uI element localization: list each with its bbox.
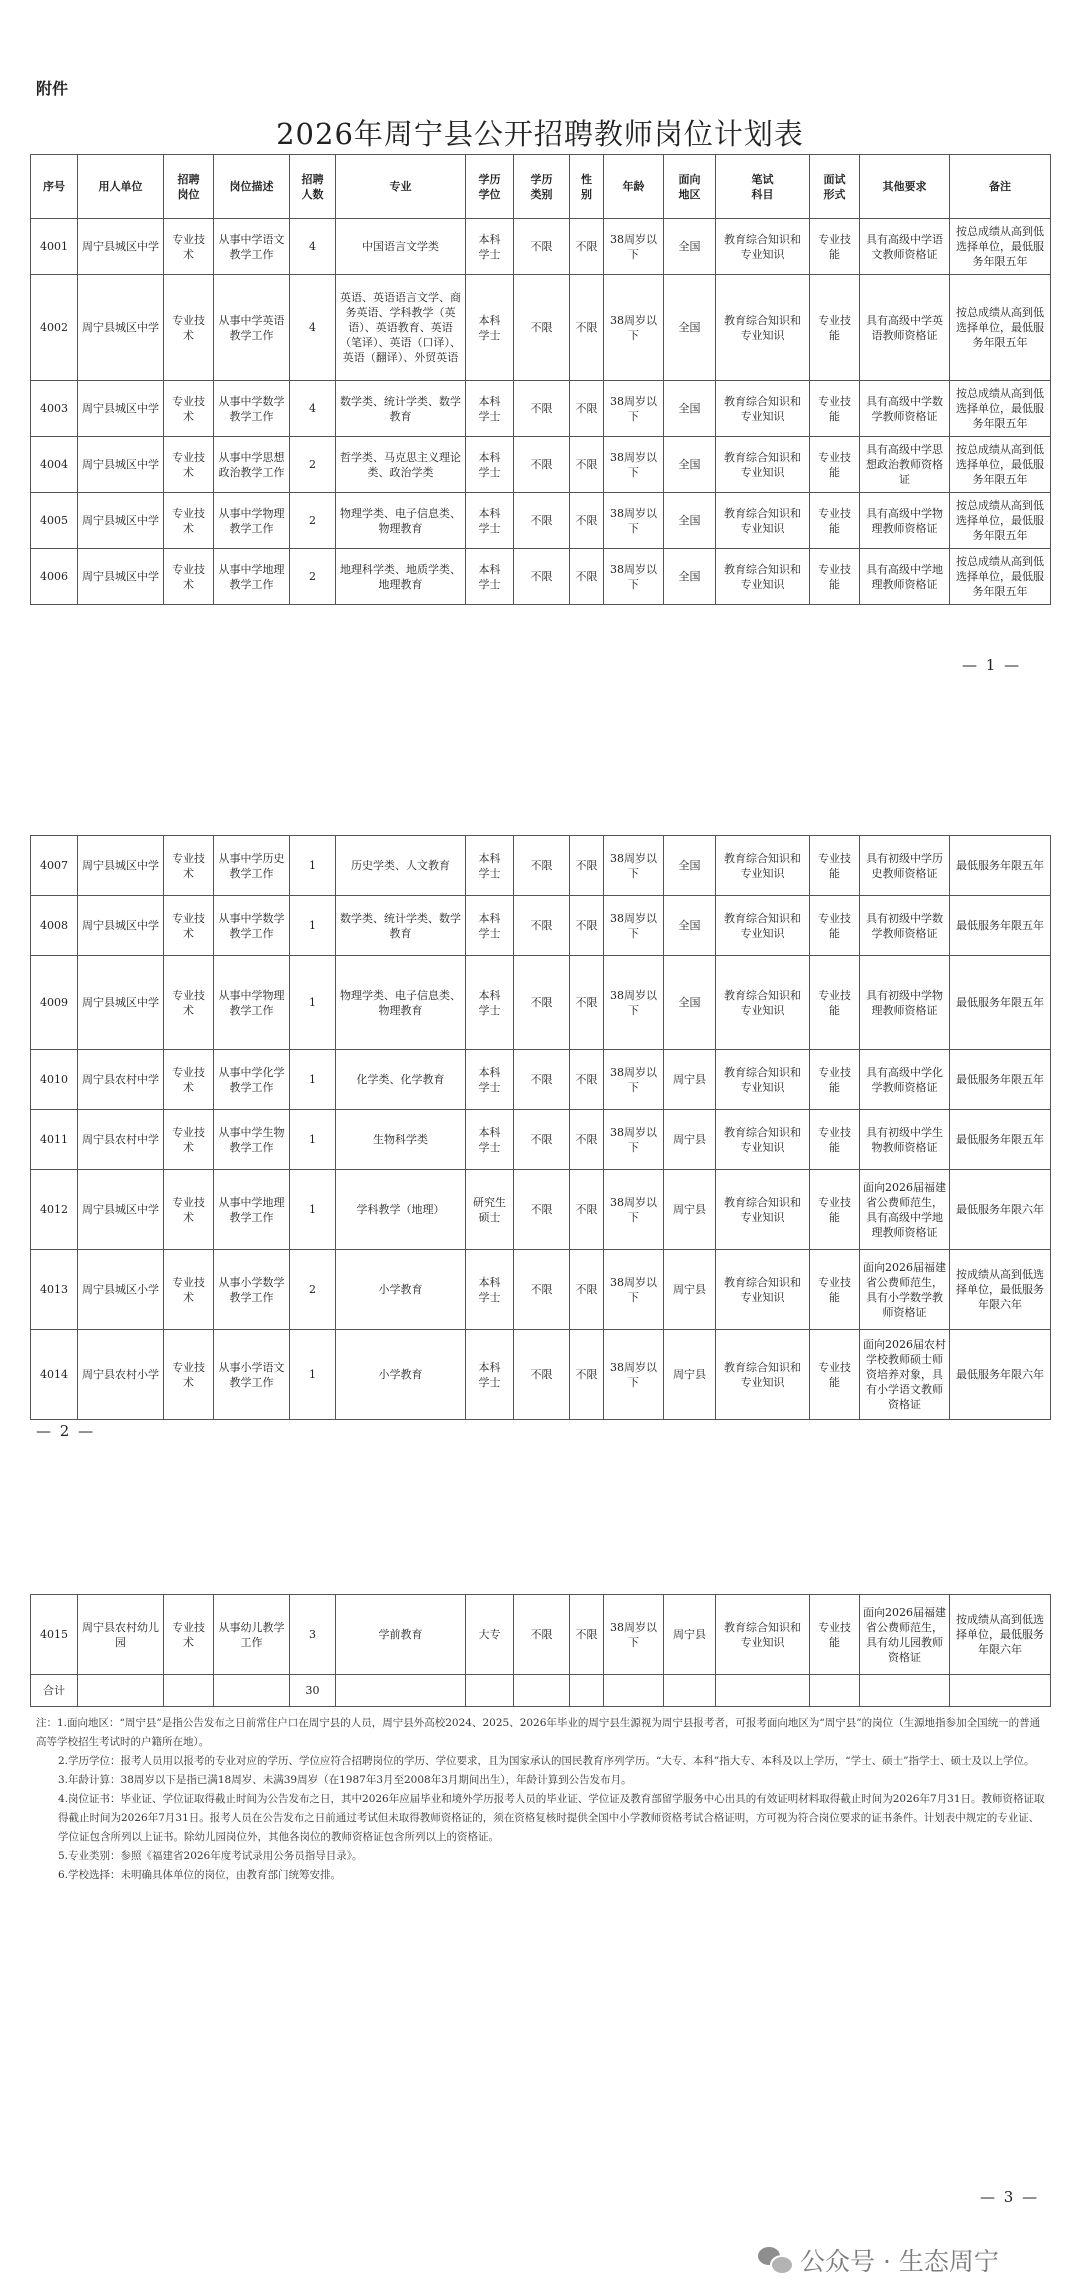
total-row — [31, 1675, 1051, 1707]
table-row — [31, 381, 1051, 437]
table-cell: 38周岁以下 — [604, 549, 664, 605]
table-cell: 专业技能 — [810, 1170, 860, 1250]
watermark-text: 公众号 · 生态周宁 — [800, 2247, 999, 2276]
table-cell: 3 — [290, 1595, 336, 1675]
table-cell: 本科 学士 — [466, 1110, 514, 1170]
note-item: 注：1.面向地区：“周宁县”是指公告发布之日前常住户口在周宁县的人员，周宁县外高校2024、2025、2026年毕业的周宁县生源视为周宁县报考者，可报考面向地区为“周宁县”的岗位（生源地指参加全国统一的普通高等学校招生考试时的户籍所在地）。 — [36, 1717, 1041, 1748]
table-cell: 英语、英语语言文学、商务英语、学科教学（英语）、英语教育、英语（笔译）、英语（口译）、英语（翻译）、外贸英语 — [336, 275, 466, 381]
column-header: 备注 — [950, 155, 1051, 219]
table-cell: 教育综合知识和专业知识 — [716, 437, 810, 493]
table-cell: 本科 学士 — [466, 956, 514, 1050]
table-cell: 不限 — [514, 219, 570, 275]
table-cell: 专业技能 — [810, 1250, 860, 1330]
column-header: 年龄 — [604, 155, 664, 219]
table-cell: 从事中学英语教学工作 — [214, 275, 290, 381]
table-cell: 从事中学数学教学工作 — [214, 896, 290, 956]
table-cell: 不限 — [570, 1170, 604, 1250]
recruitment-table-page1 — [30, 154, 1051, 605]
table-cell: 具有高级中学化学教师资格证 — [860, 1050, 950, 1110]
table-cell: 按总成绩从高到低选择单位，最低服务年限五年 — [950, 275, 1051, 381]
table-cell: 周宁县城区中学 — [78, 836, 164, 896]
table-cell: 4010 — [31, 1050, 78, 1110]
table-cell: 教育综合知识和专业知识 — [716, 1595, 810, 1675]
table-cell: 专业技能 — [810, 1110, 860, 1170]
table-cell: 周宁县城区中学 — [78, 219, 164, 275]
table-cell: 38周岁以下 — [604, 1595, 664, 1675]
table-cell: 专业技术 — [164, 836, 214, 896]
table-cell: 不限 — [514, 1110, 570, 1170]
table-cell: 专业技能 — [810, 1050, 860, 1110]
empty-cell — [214, 1675, 290, 1707]
table-cell: 专业技术 — [164, 1110, 214, 1170]
wechat-icon — [758, 2243, 792, 2277]
note-item: 4.岗位证书：毕业证、学位证取得截止时间为公告发布之日，其中2026年应届毕业和境外学历报考人员的毕业证、学位证及教育部留学服务中心出具的有效证明材料取得截止时间为2026年7月31日。教师资格证取得截止时间为2026年7月31日。报考人员在公告发布之日前通过考试但未取得教师资格证的，须在资格复核时提供全国中小学教师资格考试合格证明，方可视为符合岗位要求的证书条件。计划表中规定的专业证、学位证包含所列以上证书。除幼儿园岗位外，其他各岗位的教师资格证包含所列以上的资格证。 — [58, 1793, 1045, 1843]
table-cell: 具有高级中学英语教师资格证 — [860, 275, 950, 381]
table-cell: 专业技术 — [164, 219, 214, 275]
table-cell: 38周岁以下 — [604, 836, 664, 896]
total-count: 30 — [290, 1675, 336, 1707]
table-cell: 专业技能 — [810, 493, 860, 549]
column-header: 序号 — [31, 155, 78, 219]
table-cell: 38周岁以下 — [604, 1170, 664, 1250]
table-cell: 最低服务年限五年 — [950, 836, 1051, 896]
attachment-label: 附件 — [36, 79, 69, 98]
table-row — [31, 896, 1051, 956]
table-cell: 本科 学士 — [466, 549, 514, 605]
table-cell: 不限 — [514, 275, 570, 381]
table-cell: 4014 — [31, 1330, 78, 1420]
table-cell: 38周岁以下 — [604, 956, 664, 1050]
table-cell: 不限 — [570, 275, 604, 381]
table-cell: 具有初级中学生物教师资格证 — [860, 1110, 950, 1170]
table-cell: 4004 — [31, 437, 78, 493]
table-cell: 38周岁以下 — [604, 896, 664, 956]
table-cell: 4001 — [31, 219, 78, 275]
table-cell: 不限 — [570, 896, 604, 956]
table-cell: 教育综合知识和专业知识 — [716, 1050, 810, 1110]
table-cell: 专业技术 — [164, 493, 214, 549]
table-cell: 4 — [290, 219, 336, 275]
table-cell: 具有初级中学历史教师资格证 — [860, 836, 950, 896]
table-cell: 从事中学语文教学工作 — [214, 219, 290, 275]
table-cell: 化学类、化学教育 — [336, 1050, 466, 1110]
column-header: 专业 — [336, 155, 466, 219]
table-cell: 周宁县 — [664, 1595, 716, 1675]
table-cell: 历史学类、人文教育 — [336, 836, 466, 896]
table-cell: 1 — [290, 1330, 336, 1420]
table-cell: 专业技能 — [810, 219, 860, 275]
column-header: 面向 地区 — [664, 155, 716, 219]
table-cell: 面向2026届农村学校教师硕士师资培养对象，具有小学语文教师资格证 — [860, 1330, 950, 1420]
empty-cell — [336, 1675, 466, 1707]
table-cell: 周宁县农村小学 — [78, 1330, 164, 1420]
table-cell: 从事小学数学教学工作 — [214, 1250, 290, 1330]
table-cell: 4008 — [31, 896, 78, 956]
table-row — [31, 1330, 1051, 1420]
table-cell: 4 — [290, 381, 336, 437]
table-cell: 不限 — [570, 1110, 604, 1170]
table-cell: 周宁县城区中学 — [78, 437, 164, 493]
watermark — [758, 2240, 1058, 2280]
recruitment-table-page2 — [30, 835, 1051, 1420]
table-cell: 1 — [290, 1050, 336, 1110]
table-cell: 从事中学生物教学工作 — [214, 1110, 290, 1170]
table-cell: 从事幼儿教学工作 — [214, 1595, 290, 1675]
table-cell: 专业技能 — [810, 956, 860, 1050]
table-cell: 不限 — [514, 549, 570, 605]
table-cell: 不限 — [570, 1330, 604, 1420]
empty-cell — [810, 1675, 860, 1707]
notes-section — [36, 1714, 1048, 1885]
table-cell: 专业技能 — [810, 549, 860, 605]
table-cell: 按总成绩从高到低选择单位，最低服务年限五年 — [950, 381, 1051, 437]
table-cell: 哲学类、马克思主义理论类、政治学类 — [336, 437, 466, 493]
table-cell: 周宁县 — [664, 1250, 716, 1330]
table-cell: 全国 — [664, 493, 716, 549]
table-cell: 面向2026届福建省公费师范生，具有幼儿园教师资格证 — [860, 1595, 950, 1675]
column-header: 性 别 — [570, 155, 604, 219]
table-cell: 中国语言文学类 — [336, 219, 466, 275]
table-cell: 按成绩从高到低选择单位，最低服务年限六年 — [950, 1595, 1051, 1675]
table-cell: 专业技能 — [810, 275, 860, 381]
table-row — [31, 275, 1051, 381]
table-cell: 不限 — [570, 956, 604, 1050]
table-cell: 按总成绩从高到低选择单位，最低服务年限五年 — [950, 437, 1051, 493]
table-cell: 物理学类、电子信息类、物理教育 — [336, 956, 466, 1050]
table-cell: 不限 — [570, 836, 604, 896]
table-cell: 周宁县城区中学 — [78, 1170, 164, 1250]
table-cell: 不限 — [514, 1250, 570, 1330]
table-cell: 不限 — [570, 219, 604, 275]
table-row — [31, 956, 1051, 1050]
empty-cell — [664, 1675, 716, 1707]
table-cell: 教育综合知识和专业知识 — [716, 549, 810, 605]
table-cell: 4005 — [31, 493, 78, 549]
table-cell: 从事中学地理教学工作 — [214, 549, 290, 605]
table-cell: 38周岁以下 — [604, 493, 664, 549]
table-cell: 学前教育 — [336, 1595, 466, 1675]
column-header: 岗位描述 — [214, 155, 290, 219]
table-cell: 2 — [290, 549, 336, 605]
column-header: 学历 学位 — [466, 155, 514, 219]
table-cell: 本科 学士 — [466, 381, 514, 437]
table-cell: 周宁县农村中学 — [78, 1110, 164, 1170]
table-cell: 38周岁以下 — [604, 381, 664, 437]
table-cell: 4009 — [31, 956, 78, 1050]
table-cell: 不限 — [514, 836, 570, 896]
table-cell: 按总成绩从高到低选择单位，最低服务年限五年 — [950, 493, 1051, 549]
table-cell: 从事中学地理教学工作 — [214, 1170, 290, 1250]
page-number-2: — 2 — — [36, 1422, 96, 1440]
table-cell: 不限 — [514, 437, 570, 493]
table-cell: 全国 — [664, 437, 716, 493]
table-cell: 从事中学数学教学工作 — [214, 381, 290, 437]
table-cell: 教育综合知识和专业知识 — [716, 956, 810, 1050]
note-item: 3.年龄计算：38周岁以下是指已满18周岁、未满39周岁（在1987年3月至2008年3月期间出生），年龄计算到公告发布月。 — [58, 1774, 632, 1786]
note-item: 2.学历学位：报考人员用以报考的专业对应的学历、学位应符合招聘岗位的学历、学位要求，且为国家承认的国民教育序列学历。“大专、本科”指大专、本科及以上学历，“学士、硕士”指学士、硕士及以上学位。 — [58, 1755, 1035, 1767]
table-cell: 1 — [290, 1170, 336, 1250]
table-cell: 不限 — [514, 1595, 570, 1675]
table-cell: 教育综合知识和专业知识 — [716, 381, 810, 437]
table-cell: 物理学类、电子信息类、物理教育 — [336, 493, 466, 549]
table-cell: 本科 学士 — [466, 1250, 514, 1330]
table-cell: 具有高级中学数学教师资格证 — [860, 381, 950, 437]
table-cell: 全国 — [664, 549, 716, 605]
note-item: 5.专业类别：参照《福建省2026年度考试录用公务员指导目录》。 — [58, 1850, 363, 1862]
empty-cell — [604, 1675, 664, 1707]
table-cell: 不限 — [514, 1050, 570, 1110]
empty-cell — [78, 1675, 164, 1707]
table-cell: 4007 — [31, 836, 78, 896]
table-cell: 数学类、统计学类、数学教育 — [336, 896, 466, 956]
table-cell: 具有初级中学数学教师资格证 — [860, 896, 950, 956]
table-cell: 大专 — [466, 1595, 514, 1675]
table-cell: 本科 学士 — [466, 1050, 514, 1110]
table-cell: 周宁县农村幼儿园 — [78, 1595, 164, 1675]
recruitment-table-page3 — [30, 1594, 1051, 1707]
table-cell: 专业技术 — [164, 1050, 214, 1110]
table-cell: 按总成绩从高到低选择单位，最低服务年限五年 — [950, 549, 1051, 605]
column-header: 用人单位 — [78, 155, 164, 219]
table-cell: 教育综合知识和专业知识 — [716, 1330, 810, 1420]
table-cell: 数学类、统计学类、数学教育 — [336, 381, 466, 437]
column-header: 招聘 岗位 — [164, 155, 214, 219]
table-cell: 不限 — [570, 381, 604, 437]
table-cell: 本科 学士 — [466, 493, 514, 549]
table-cell: 4015 — [31, 1595, 78, 1675]
table-cell: 38周岁以下 — [604, 437, 664, 493]
table-cell: 具有高级中学地理教师资格证 — [860, 549, 950, 605]
table-cell: 不限 — [514, 1170, 570, 1250]
table-cell: 2 — [290, 493, 336, 549]
table-cell: 4002 — [31, 275, 78, 381]
table-cell: 38周岁以下 — [604, 1050, 664, 1110]
table-cell: 4006 — [31, 549, 78, 605]
page-title: 2026年周宁县公开招聘教师岗位计划表 — [276, 117, 804, 151]
table-cell: 全国 — [664, 275, 716, 381]
table-cell: 最低服务年限五年 — [950, 956, 1051, 1050]
table-cell: 1 — [290, 956, 336, 1050]
table-cell: 周宁县 — [664, 1170, 716, 1250]
table-cell: 从事中学物理教学工作 — [214, 956, 290, 1050]
table-cell: 专业技能 — [810, 437, 860, 493]
table-cell: 教育综合知识和专业知识 — [716, 896, 810, 956]
table-cell: 从事中学历史教学工作 — [214, 836, 290, 896]
table-cell: 不限 — [514, 1330, 570, 1420]
table-cell: 专业技能 — [810, 381, 860, 437]
table-cell: 从事中学物理教学工作 — [214, 493, 290, 549]
table-cell: 研究生 硕士 — [466, 1170, 514, 1250]
table-cell: 教育综合知识和专业知识 — [716, 1170, 810, 1250]
table-cell: 周宁县城区中学 — [78, 381, 164, 437]
empty-cell — [514, 1675, 570, 1707]
table-cell: 专业技术 — [164, 1170, 214, 1250]
empty-cell — [466, 1675, 514, 1707]
table-cell: 周宁县城区中学 — [78, 549, 164, 605]
table-cell: 不限 — [570, 1050, 604, 1110]
table-cell: 不限 — [570, 1250, 604, 1330]
table-cell: 周宁县 — [664, 1050, 716, 1110]
table-cell: 周宁县城区中学 — [78, 956, 164, 1050]
table-cell: 最低服务年限五年 — [950, 1110, 1051, 1170]
table-cell: 教育综合知识和专业知识 — [716, 836, 810, 896]
table-cell: 2 — [290, 437, 336, 493]
table-cell: 全国 — [664, 219, 716, 275]
table-cell: 本科 学士 — [466, 437, 514, 493]
table-row — [31, 219, 1051, 275]
page-number-1: — 1 — — [962, 656, 1022, 674]
table-cell: 本科 学士 — [466, 219, 514, 275]
total-label: 合计 — [31, 1675, 78, 1707]
table-cell: 38周岁以下 — [604, 1110, 664, 1170]
table-cell: 不限 — [514, 896, 570, 956]
table-cell: 4013 — [31, 1250, 78, 1330]
table-cell: 专业技能 — [810, 896, 860, 956]
table-cell: 不限 — [514, 493, 570, 549]
page-number-3: — 3 — — [980, 2188, 1040, 2206]
table-cell: 专业技术 — [164, 956, 214, 1050]
table-cell: 从事小学语文教学工作 — [214, 1330, 290, 1420]
empty-cell — [950, 1675, 1051, 1707]
table-cell: 本科 学士 — [466, 896, 514, 956]
table-cell: 38周岁以下 — [604, 275, 664, 381]
table-cell: 本科 学士 — [466, 836, 514, 896]
table-cell: 全国 — [664, 836, 716, 896]
table-cell: 专业技术 — [164, 275, 214, 381]
table-cell: 小学教育 — [336, 1330, 466, 1420]
table-cell: 学科教学（地理） — [336, 1170, 466, 1250]
table-cell: 全国 — [664, 896, 716, 956]
table-cell: 专业技术 — [164, 1595, 214, 1675]
table-cell: 按成绩从高到低选择单位，最低服务年限六年 — [950, 1250, 1051, 1330]
table-cell: 本科 学士 — [466, 1330, 514, 1420]
table-cell: 全国 — [664, 381, 716, 437]
table-cell: 不限 — [514, 956, 570, 1050]
table-cell: 周宁县城区中学 — [78, 896, 164, 956]
table-cell: 专业技能 — [810, 1330, 860, 1420]
table-cell: 具有高级中学语文教师资格证 — [860, 219, 950, 275]
column-header: 招聘 人数 — [290, 155, 336, 219]
table-cell: 生物科学类 — [336, 1110, 466, 1170]
table-row — [31, 1170, 1051, 1250]
table-cell: 4011 — [31, 1110, 78, 1170]
table-cell: 最低服务年限六年 — [950, 1170, 1051, 1250]
column-header: 其他要求 — [860, 155, 950, 219]
table-cell: 周宁县 — [664, 1110, 716, 1170]
empty-cell — [164, 1675, 214, 1707]
table-cell: 专业技能 — [810, 1595, 860, 1675]
table-cell: 从事中学化学教学工作 — [214, 1050, 290, 1110]
empty-cell — [716, 1675, 810, 1707]
table-cell: 38周岁以下 — [604, 1330, 664, 1420]
table-row — [31, 1595, 1051, 1675]
column-header: 学历 类别 — [514, 155, 570, 219]
table-cell: 2 — [290, 1250, 336, 1330]
table-row — [31, 1050, 1051, 1110]
table-cell: 从事中学思想政治教学工作 — [214, 437, 290, 493]
table-cell: 教育综合知识和专业知识 — [716, 493, 810, 549]
table-cell: 具有初级中学物理教师资格证 — [860, 956, 950, 1050]
table-cell: 不限 — [570, 437, 604, 493]
table-cell: 不限 — [570, 493, 604, 549]
table-cell: 周宁县农村中学 — [78, 1050, 164, 1110]
table-cell: 具有高级中学物理教师资格证 — [860, 493, 950, 549]
table-cell: 教育综合知识和专业知识 — [716, 1250, 810, 1330]
table-cell: 不限 — [570, 549, 604, 605]
table-cell: 教育综合知识和专业知识 — [716, 1110, 810, 1170]
empty-cell — [570, 1675, 604, 1707]
table-row — [31, 1250, 1051, 1330]
table-cell: 地理科学类、地质学类、地理教育 — [336, 549, 466, 605]
table-header-row — [31, 155, 1051, 219]
table-cell: 按总成绩从高到低选择单位，最低服务年限五年 — [950, 219, 1051, 275]
table-cell: 4 — [290, 275, 336, 381]
table-cell: 本科 学士 — [466, 275, 514, 381]
table-cell: 小学教育 — [336, 1250, 466, 1330]
table-cell: 周宁县城区小学 — [78, 1250, 164, 1330]
table-cell: 专业技术 — [164, 1250, 214, 1330]
table-cell: 4012 — [31, 1170, 78, 1250]
table-cell: 专业技术 — [164, 896, 214, 956]
table-cell: 38周岁以下 — [604, 1250, 664, 1330]
table-cell: 周宁县城区中学 — [78, 493, 164, 549]
table-cell: 周宁县城区中学 — [78, 275, 164, 381]
table-cell: 全国 — [664, 956, 716, 1050]
column-header: 笔试 科目 — [716, 155, 810, 219]
table-row — [31, 493, 1051, 549]
empty-cell — [860, 1675, 950, 1707]
table-cell: 1 — [290, 836, 336, 896]
table-cell: 最低服务年限六年 — [950, 1330, 1051, 1420]
table-cell: 1 — [290, 1110, 336, 1170]
table-cell: 面向2026届福建省公费师范生，具有高级中学地理教师资格证 — [860, 1170, 950, 1250]
column-header: 面试 形式 — [810, 155, 860, 219]
table-cell: 专业技术 — [164, 381, 214, 437]
table-cell: 38周岁以下 — [604, 219, 664, 275]
table-cell: 具有高级中学思想政治教师资格证 — [860, 437, 950, 493]
table-row — [31, 549, 1051, 605]
table-cell: 面向2026届福建省公费师范生，具有小学数学教师资格证 — [860, 1250, 950, 1330]
table-row — [31, 836, 1051, 896]
table-cell: 专业技能 — [810, 836, 860, 896]
note-item: 6.学校选择：未明确具体单位的岗位，由教育部门统筹安排。 — [58, 1869, 342, 1881]
table-cell: 最低服务年限五年 — [950, 1050, 1051, 1110]
table-row — [31, 437, 1051, 493]
table-cell: 1 — [290, 896, 336, 956]
table-cell: 专业技术 — [164, 1330, 214, 1420]
table-row — [31, 1110, 1051, 1170]
table-cell: 4003 — [31, 381, 78, 437]
table-cell: 专业技术 — [164, 437, 214, 493]
table-cell: 教育综合知识和专业知识 — [716, 219, 810, 275]
table-cell: 不限 — [514, 381, 570, 437]
table-cell: 教育综合知识和专业知识 — [716, 275, 810, 381]
table-cell: 最低服务年限五年 — [950, 896, 1051, 956]
table-cell: 周宁县 — [664, 1330, 716, 1420]
table-cell: 专业技术 — [164, 549, 214, 605]
table-cell: 不限 — [570, 1595, 604, 1675]
